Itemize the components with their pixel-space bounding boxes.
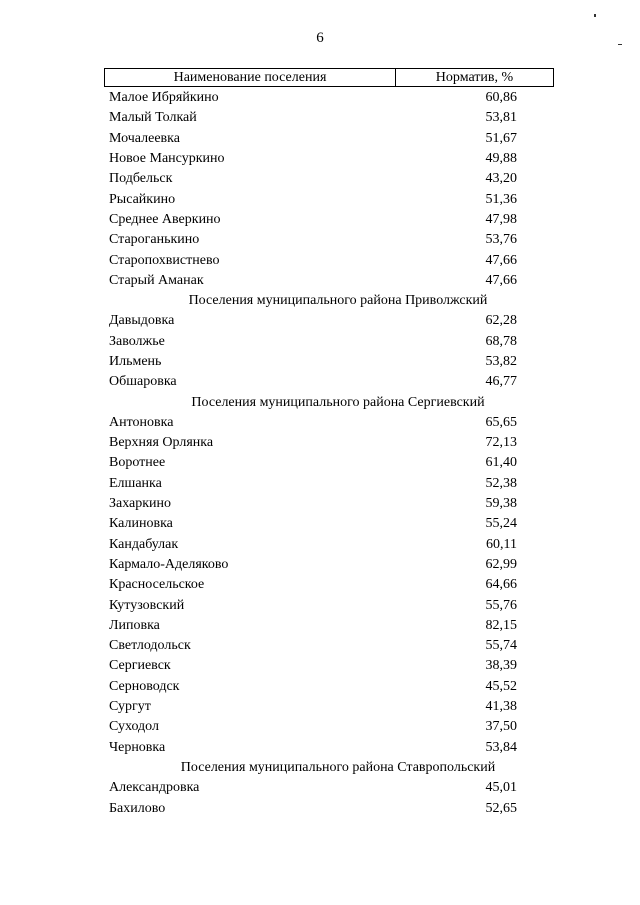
settlement-name: Старый Аманак [109, 272, 204, 288]
norm-value: 49,88 [485, 151, 517, 167]
norm-value: 53,81 [485, 110, 517, 126]
norm-value: 37,50 [485, 719, 517, 735]
scan-mark [594, 14, 596, 17]
norm-value: 38,39 [485, 658, 517, 674]
table-row [104, 210, 554, 230]
table-row [104, 149, 554, 169]
settlement-name: Новое Мансуркино [109, 151, 225, 167]
table-row [104, 474, 554, 494]
settlement-name: Обшаровка [109, 374, 177, 390]
settlement-name: Бахилово [109, 800, 166, 816]
settlement-name: Елшанка [109, 475, 162, 491]
settlement-name: Мочалеевка [109, 130, 180, 146]
column-header-norm: Норматив, % [435, 70, 514, 85]
table-row [104, 250, 554, 270]
table-row [104, 108, 554, 128]
norm-value: 62,99 [485, 556, 517, 572]
settlement-name: Серноводск [109, 678, 180, 694]
norm-value: 43,20 [485, 171, 517, 187]
settlement-name: Сергиевск [109, 658, 171, 674]
settlement-name: Кутузовский [109, 597, 185, 613]
settlement-name: Суходол [109, 719, 159, 735]
settlement-name: Антоновка [109, 414, 174, 430]
table-row [104, 271, 554, 291]
section-heading-row [104, 291, 554, 311]
norm-value: 53,84 [485, 739, 517, 755]
settlement-name: Подбельск [109, 171, 173, 187]
norm-value: 52,38 [485, 475, 517, 491]
norm-value: 53,82 [485, 354, 517, 369]
settlement-name: Сургут [109, 699, 151, 715]
settlement-name: Малый Толкай [109, 110, 197, 126]
norm-value: 51,67 [485, 130, 517, 146]
table-row [104, 129, 554, 149]
table-row [104, 798, 554, 818]
page-number: 6 [316, 30, 324, 46]
table-row [104, 494, 554, 514]
section-heading-row [104, 392, 554, 412]
table-row [104, 332, 554, 352]
settlement-name: Черновка [109, 739, 166, 755]
norm-value: 59,38 [485, 496, 517, 512]
norm-value: 55,74 [485, 638, 517, 654]
table-row [104, 514, 554, 534]
norm-value: 60,86 [485, 90, 517, 106]
norm-value: 45,52 [485, 678, 517, 694]
section-heading: Поселения муниципального района Ставропольский [180, 759, 496, 775]
settlement-name: Липовка [109, 617, 160, 633]
norm-value: 55,24 [485, 516, 517, 532]
settlement-name: Кандабулак [109, 536, 179, 552]
norm-value: 72,13 [485, 435, 517, 451]
settlement-name: Калиновка [109, 516, 173, 532]
table-row [104, 555, 554, 575]
norm-value: 61,40 [485, 455, 517, 471]
norm-value: 52,65 [485, 800, 517, 816]
norm-value: 47,66 [485, 252, 517, 268]
settlement-name: Захаркино [109, 496, 172, 512]
norm-value: 51,36 [485, 191, 517, 207]
settlement-name: Верхняя Орлянка [109, 435, 214, 451]
table-row [104, 656, 554, 676]
norm-value: 65,65 [485, 414, 517, 430]
table-row [104, 595, 554, 615]
table-row [104, 433, 554, 453]
settlement-name: Давыдовка [109, 313, 175, 329]
table-row [104, 311, 554, 331]
column-header-settlement: Наименование поселения [105, 69, 396, 86]
norm-value: 55,76 [485, 597, 517, 613]
norm-value: 47,66 [485, 272, 517, 288]
norm-value: 82,15 [485, 617, 517, 633]
settlement-name: Староганькино [109, 232, 200, 248]
section-heading: Поселения муниципального района Сергиевский [191, 394, 485, 410]
norm-value: 62,28 [485, 313, 517, 329]
table-row [104, 738, 554, 758]
section-heading-row [104, 758, 554, 778]
settlement-name: Александровка [109, 780, 200, 796]
table-row [104, 453, 554, 473]
table-row [104, 413, 554, 433]
table-row [104, 778, 554, 798]
section-heading: Поселения муниципального района Приволжский [188, 293, 488, 309]
table-row [104, 535, 554, 555]
settlement-name: Кармало-Аделяково [109, 556, 229, 572]
scan-mark [618, 44, 622, 45]
settlement-name: Заволжье [109, 333, 165, 349]
table-row [104, 717, 554, 737]
table-row [104, 169, 554, 189]
table-header [104, 68, 554, 87]
norm-value: 60,11 [486, 536, 517, 552]
settlement-name: Среднее Аверкино [109, 211, 221, 227]
settlement-name: Малое Ибряйкино [109, 90, 219, 106]
table-row [104, 230, 554, 250]
settlement-name: Воротнее [109, 455, 166, 471]
table-row [104, 575, 554, 595]
table-row [104, 616, 554, 636]
norm-value: 47,98 [485, 211, 517, 227]
norm-value: 64,66 [485, 577, 517, 593]
norm-value: 41,38 [485, 699, 517, 715]
table-row [104, 352, 554, 372]
table-row [104, 88, 554, 108]
norm-value: 68,78 [485, 333, 517, 349]
settlement-name: Ильмень [109, 354, 162, 369]
table-row [104, 697, 554, 717]
settlement-name: Старопохвистнево [109, 252, 220, 268]
table-row [104, 636, 554, 656]
settlement-name: Рысайкино [109, 191, 176, 207]
norm-value: 46,77 [485, 374, 517, 390]
table-row [104, 677, 554, 697]
settlement-name: Светлодольск [109, 638, 191, 654]
norm-value: 45,01 [485, 780, 517, 796]
settlement-name: Красносельское [109, 577, 205, 593]
table-row [104, 372, 554, 392]
norm-value: 53,76 [485, 232, 517, 248]
table-row [104, 189, 554, 209]
table-body [104, 88, 554, 819]
